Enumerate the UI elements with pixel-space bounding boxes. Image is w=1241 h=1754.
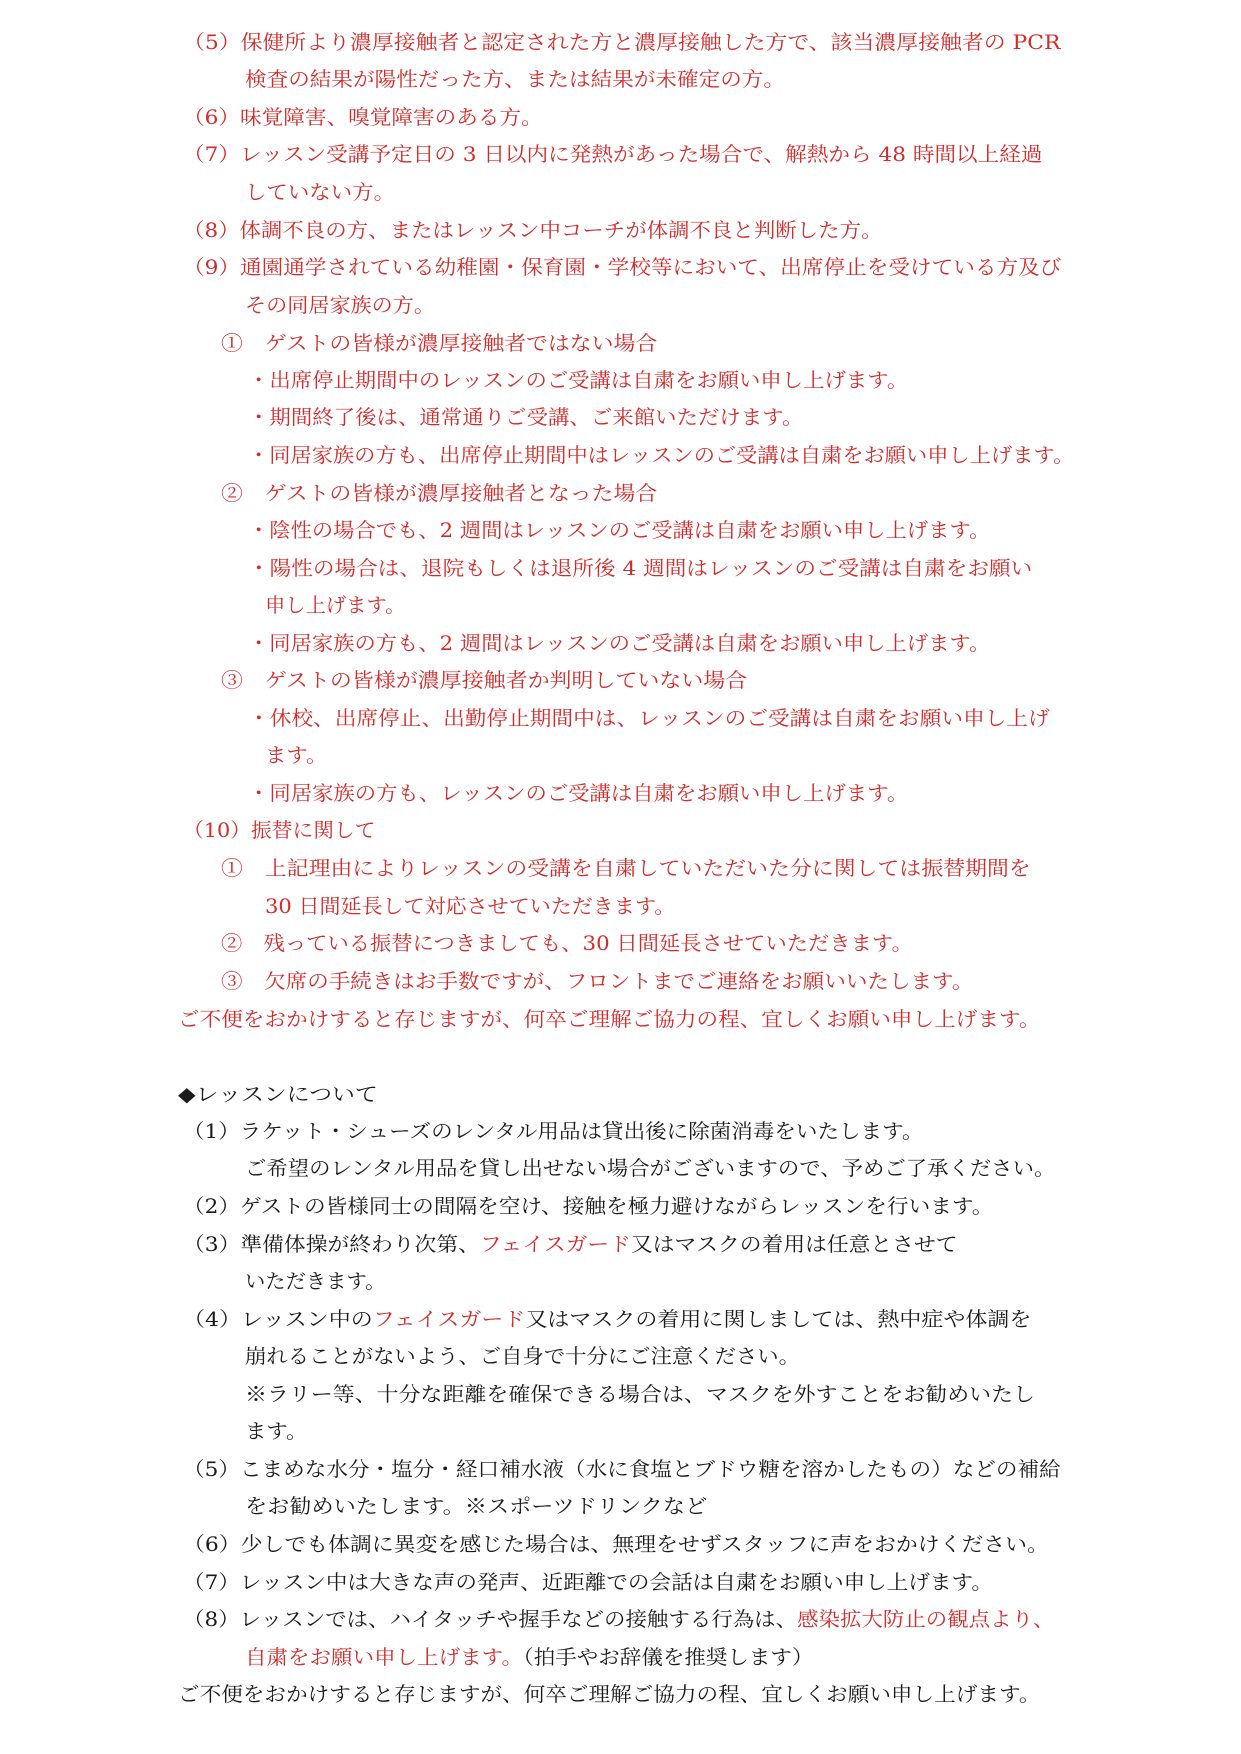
item-9-line-1 — [183, 255, 1061, 279]
text-segment: ① 上記理由によりレッスンの受講を自粛していただいた分に関しては振替期間を — [221, 856, 1031, 880]
lesson-item-5-line-1 — [183, 1457, 1061, 1481]
lesson-item-1-line-1 — [183, 1119, 923, 1143]
text-segment: していない方。 — [245, 180, 395, 204]
lesson-item-8-line-1 — [183, 1607, 1054, 1631]
text-segment: フェイスガード — [372, 1307, 526, 1331]
case-3-bullet-1-line-2 — [265, 743, 327, 767]
text-segment: ご希望のレンタル用品を貸し出せない場合がございますので、予めご了承ください。 — [245, 1156, 1056, 1180]
text-segment: ・陽性の場合は、退院もしくは退所後 4 週間はレッスンのご受講は自粛をお願い — [248, 556, 1033, 580]
item-10-sub-1-line-2 — [265, 894, 675, 918]
text-segment: （2）ゲストの皆様同士の間隔を空け、接触を極力避けながらレッスンを行います。 — [183, 1194, 994, 1218]
case-3-bullet-1-line-1 — [248, 706, 1050, 730]
lesson-item-7 — [183, 1570, 993, 1594]
text-segment: （6）少しでも体調に異変を感じた場合は、無理をせずスタッフに声をおかけください。 — [183, 1532, 1049, 1556]
text-segment: ③ 欠席の手続きはお手数ですが、フロントまでご連絡をお願いいたします。 — [221, 969, 974, 993]
case-1-bullet-1 — [248, 368, 908, 392]
text-segment: をお勧めいたします。※スポーツドリンクなど — [245, 1494, 708, 1518]
text-segment: （10）振替に関して — [183, 818, 376, 842]
lesson-item-6 — [183, 1532, 1049, 1556]
text-segment: ・期間終了後は、通常通りご受講、ご来館いただけます。 — [248, 405, 804, 429]
text-segment: （拍手やお辞儀を推奨します） — [522, 1645, 814, 1669]
text-segment: ・陰性の場合でも、2 週間はレッスンのご受講は自粛をお願い申し上げます。 — [248, 518, 991, 542]
item-10-sub-2 — [221, 931, 913, 955]
item-10-sub-1-line-1 — [221, 856, 1031, 880]
item-6 — [183, 105, 543, 129]
case-1-bullet-2 — [248, 405, 803, 429]
text-segment: （3）準備体操が終わり次第、 — [183, 1232, 480, 1256]
text-segment: ・出席停止期間中のレッスンのご受講は自粛をお願い申し上げます。 — [248, 368, 909, 392]
item-5-line-1 — [183, 30, 1060, 54]
text-segment: 又はマスクの着用に関しましては、熱中症や体調を — [525, 1307, 1032, 1331]
case-2-bullet-2-line-2 — [265, 593, 405, 617]
item-5-line-2 — [245, 67, 785, 91]
text-segment: （7）レッスン受講予定日の 3 日以内に発熱があった場合で、解熱から 48 時間以上経過 — [183, 142, 1043, 166]
text-segment: ② ゲストの皆様が濃厚接触者となった場合 — [221, 481, 658, 505]
text-segment: （6）味覚障害、嗅覚障害のある方。 — [183, 105, 543, 129]
case-1-bullet-3 — [248, 443, 1074, 467]
text-segment: その同居家族の方。 — [245, 293, 435, 317]
text-segment: ・休校、出席停止、出勤停止期間中は、レッスンのご受講は自粛をお願い申し上げ — [248, 706, 1050, 730]
case-2-bullet-1 — [248, 518, 990, 542]
lesson-item-2 — [183, 1194, 993, 1218]
lesson-item-8-line-2 — [245, 1645, 813, 1669]
item-8 — [183, 218, 882, 242]
text-segment: （9）通園通学されている幼稚園・保育園・学校等において、出席停止を受けている方及び — [183, 255, 1062, 279]
text-segment: （5）保健所より濃厚接触者と認定された方と濃厚接触した方で、該当濃厚接触者の PCR — [183, 30, 1061, 54]
item-10-sub-3 — [221, 969, 973, 993]
item-7-line-1 — [183, 142, 1042, 166]
lesson-item-3-line-2 — [245, 1269, 385, 1293]
case-2-bullet-3 — [248, 631, 990, 655]
text-segment: （8）体調不良の方、またはレッスン中コーチが体調不良と判断した方。 — [183, 218, 883, 242]
case-2-bullet-2-line-1 — [248, 556, 1032, 580]
lesson-item-1-line-2 — [245, 1156, 1055, 1180]
text-segment: ・同居家族の方も、出席停止期間中はレッスンのご受講は自粛をお願い申し上げます。 — [248, 443, 1075, 467]
lesson-item-4-note-line-2 — [245, 1419, 307, 1443]
text-segment: いただきます。 — [245, 1269, 386, 1293]
text-segment: ・同居家族の方も、レッスンのご受講は自粛をお願い申し上げます。 — [248, 781, 909, 805]
case-2-heading — [221, 481, 657, 505]
item-7-line-2 — [245, 180, 395, 204]
text-segment: ます。 — [245, 1419, 308, 1443]
closing-note-black: ご不便をおかけすると存じますが、何卒ご理解ご協力の程、宜しくお願い申し上げます。 — [178, 1682, 1041, 1706]
case-3-bullet-2 — [248, 781, 908, 805]
lesson-item-5-line-2 — [245, 1494, 707, 1518]
text-segment: 感染拡大防止の観点より、 — [797, 1607, 1055, 1631]
lesson-item-4-line-2 — [245, 1344, 800, 1368]
text-segment: ・同居家族の方も、2 週間はレッスンのご受講は自粛をお願い申し上げます。 — [248, 631, 991, 655]
text-segment: ます。 — [265, 743, 328, 767]
text-segment: （8）レッスンでは、ハイタッチや握手などの接触する行為は、 — [183, 1607, 798, 1631]
lesson-item-4-line-1 — [183, 1307, 1031, 1331]
text-segment: （7）レッスン中は大きな声の発声、近距離での会話は自粛をお願い申し上げます。 — [183, 1570, 993, 1594]
text-segment: 自粛をお願い申し上げます。 — [245, 1645, 523, 1669]
lesson-section-heading: ◆レッスンについて — [178, 1082, 378, 1106]
text-segment: 又はマスクの着用は任意とさせて — [630, 1232, 958, 1256]
text-segment: （1）ラケット・シューズのレンタル用品は貸出後に除菌消毒をいたします。 — [183, 1119, 924, 1143]
text-segment: フェイスガード — [479, 1232, 631, 1256]
text-segment: 崩れることがないよう、ご自身で十分にご注意ください。 — [245, 1344, 800, 1368]
closing-note-red: ご不便をおかけすると存じますが、何卒ご理解ご協力の程、宜しくお願い申し上げます。 — [178, 1007, 1041, 1031]
case-3-heading — [221, 668, 747, 692]
item-10-heading — [183, 818, 375, 842]
case-1-heading — [221, 331, 657, 355]
text-segment: ※ラリー等、十分な距離を確保できる場合は、マスクを外すことをお勧めいたし — [245, 1382, 1035, 1406]
item-9-line-2 — [245, 293, 435, 317]
text-segment: 30 日間延長して対応させていただきます。 — [265, 894, 676, 918]
text-segment: （4）レッスン中の — [183, 1307, 373, 1331]
text-segment: 検査の結果が陽性だった方、または結果が未確定の方。 — [245, 67, 785, 91]
text-segment: ① ゲストの皆様が濃厚接触者ではない場合 — [221, 331, 658, 355]
lesson-item-3-line-1 — [183, 1232, 958, 1256]
text-segment: 申し上げます。 — [265, 593, 406, 617]
text-segment: ③ ゲストの皆様が濃厚接触者か判明していない場合 — [221, 668, 748, 692]
text-segment: ② 残っている振替につきましても、30 日間延長させていただきます。 — [221, 931, 913, 955]
lesson-item-4-note-line-1 — [245, 1382, 1035, 1406]
text-segment: （5）こまめな水分・塩分・経口補水液（水に食塩とブドウ糖を溶かしたもの）などの補給 — [183, 1457, 1061, 1481]
